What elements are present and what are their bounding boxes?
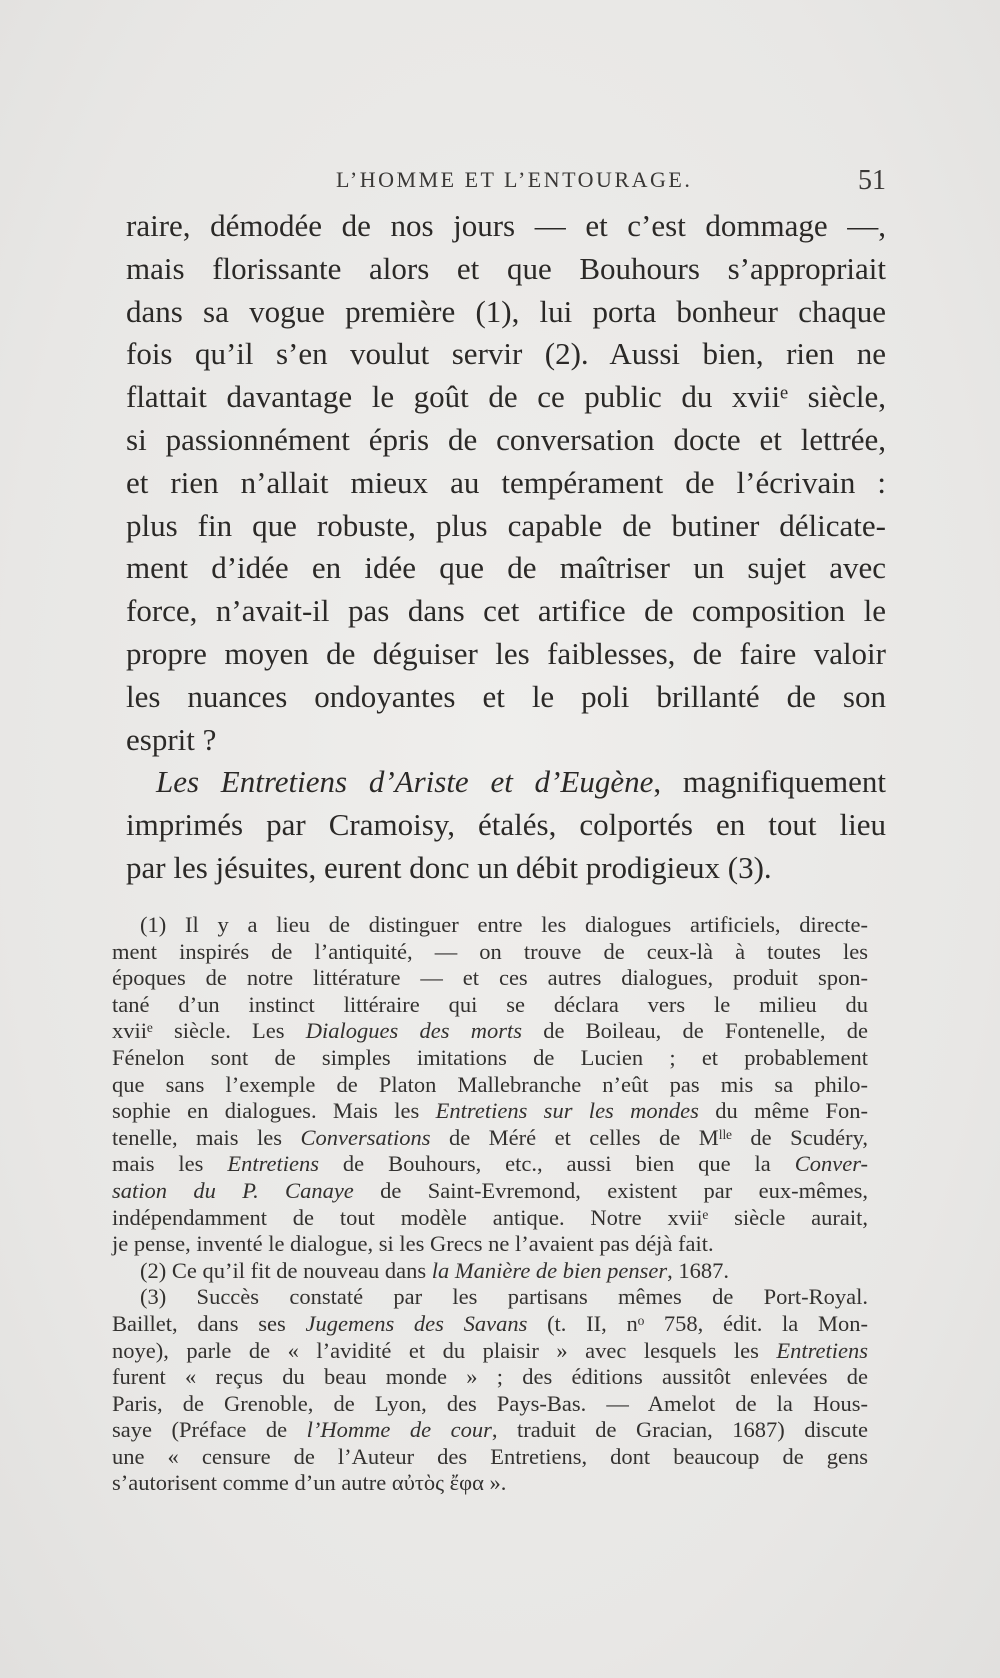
text-fragment: de Boileau, de Fontenelle, de: [521, 1018, 869, 1044]
running-head: L’HOMME ET L’ENTOURAGE.: [336, 167, 693, 192]
text-fragment: de Saint-Evremond, existent par eux-mêmes,: [353, 1177, 868, 1203]
title-italic: Entretiens: [776, 1337, 868, 1363]
book-title-italic: Les Entretiens d’Ariste et d’Eugène: [156, 764, 654, 800]
footnote-line: tané d’un instinct littéraire qui se déclara vers le milieu du: [112, 991, 868, 1017]
text-fragment: de Méré et celles de Mˡˡᵉ de Scudéry,: [430, 1124, 869, 1150]
footnote-line: [112, 1018, 868, 1045]
text-line: si passionnément épris de conversation docte et lettrée,: [126, 421, 886, 457]
footnote-line: Paris, de Grenoble, de Lyon, des Pays-Bas. — Amelot de la Hous-: [112, 1390, 868, 1416]
title-italic: sation du P. Canaye: [112, 1177, 354, 1203]
title-italic: la Manière de bien penser: [431, 1257, 668, 1283]
text-fragment: noye), parle de « l’avidité et du plaisir » avec lesquels les: [112, 1337, 777, 1363]
footnote-line: [112, 1178, 868, 1205]
footnote-line: [112, 1417, 868, 1444]
footnote-line: [112, 1258, 868, 1285]
text-fragment: , 1687.: [667, 1257, 730, 1283]
text-fragment: s’autorisent comme d’un autre: [112, 1470, 392, 1496]
text-fragment: tenelle, mais les: [112, 1124, 301, 1150]
footnote-line: une « censure de l’Auteur des Entretiens, dont beaucoup de gens: [112, 1443, 868, 1469]
footnote-line: [112, 1125, 868, 1152]
text-line: les nuances ondoyantes et le poli brillanté de son: [126, 678, 886, 714]
footnote-line: [112, 1470, 868, 1497]
footnote-line: je pense, inventé le dialogue, si les Grecs ne l’avaient pas déjà fait.: [112, 1231, 714, 1257]
text-fragment: xviiᵉ siècle. Les: [112, 1018, 306, 1044]
text-fragment: (t. II, nᵒ 758, édit. la Mon-: [527, 1310, 869, 1336]
text-fragment: ».: [483, 1470, 507, 1496]
text-line: mais florissante alors et que Bouhours s’appropriait: [126, 250, 886, 286]
text-line: propre moyen de déguiser les faiblesses, de faire valoir: [126, 635, 886, 671]
footnote-line: époques de notre littérature — et ces autres dialogues, produit spon-: [112, 965, 868, 991]
text-line: imprimés par Cramoisy, étalés, colportés en tout lieu: [126, 807, 886, 843]
title-italic: Jugemens des Savans: [305, 1310, 528, 1336]
text-fragment: sophie en dialogues. Mais les: [112, 1098, 436, 1124]
text-line: force, n’avait-il pas dans cet artifice de composition le: [126, 593, 886, 629]
text-line: raire, démodée de nos jours — et c’est dommage —,: [126, 208, 886, 243]
text-fragment: de Bouhours, etc., aussi bien que la: [319, 1151, 795, 1177]
title-italic: Conversations: [300, 1124, 431, 1150]
text-line: fois qu’il s’en voulut servir (2). Aussi bien, rien ne: [126, 336, 886, 372]
text-line: esprit ?: [126, 721, 217, 757]
text-fragment: du même Fon-: [698, 1098, 868, 1124]
text-line: dans sa vogue première (1), lui porta bonheur chaque: [126, 293, 886, 329]
footnote-line: [112, 1338, 868, 1365]
title-italic: Entretiens: [227, 1151, 319, 1177]
footnote-line: (3) Succès constaté par les partisans mêmes de Port-Royal.: [140, 1284, 868, 1310]
footnote-line: indépendamment de tout modèle antique. Notre xviiᵉ siècle aurait,: [112, 1204, 868, 1230]
text-line: [126, 761, 886, 804]
text-fragment: (2) Ce qu’il fit de nouveau dans: [140, 1257, 432, 1283]
text-line: par les jésuites, eurent donc un débit prodigieux (3).: [126, 849, 772, 885]
text-line: plus fin que robuste, plus capable de butiner délicate-: [126, 507, 886, 543]
footnote-line: [112, 1098, 868, 1125]
text-fragment: mais les: [112, 1151, 228, 1177]
footnote-line: furent « reçus du beau monde » ; des éditions aussitôt enlevées de: [112, 1364, 868, 1390]
title-italic: Conver-: [794, 1151, 868, 1177]
footnote-line: que sans l’exemple de Platon Mallebranche n’eût pas mis sa philo-: [112, 1071, 868, 1097]
footnote-line: [112, 1311, 868, 1338]
text-fragment: Baillet, dans ses: [112, 1310, 306, 1336]
text-line: et rien n’allait mieux au tempérament de l’écrivain :: [126, 464, 886, 500]
text-line: ment d’idée en idée que de maîtriser un sujet avec: [126, 550, 886, 586]
title-italic: Dialogues des morts: [305, 1018, 522, 1044]
footnote-line: [112, 1151, 868, 1178]
text-fragment: saye (Préface de: [112, 1417, 307, 1443]
main-text: [126, 205, 886, 890]
footnote-line: (1) Il y a lieu de distinguer entre les dialogues artificiels, directe-: [140, 912, 868, 937]
footnote-line: Fénelon sont de simples imitations de Lucien ; et probablement: [112, 1044, 868, 1070]
footnotes: [112, 912, 868, 1497]
footnote-line: ment inspirés de l’antiquité, — on trouve de ceux-là à toutes les: [112, 938, 868, 964]
text-fragment: , traduit de Gracian, 1687) discute: [491, 1417, 868, 1443]
text-fragment: , magnifiquement: [653, 764, 887, 800]
text-line: flattait davantage le goût de ce public du xviiᵉ siècle,: [126, 379, 886, 415]
title-italic: l’Homme de cour: [306, 1417, 492, 1443]
page-number: 51: [858, 165, 886, 196]
greek-quote: αὐτὸς ἔφα: [391, 1470, 484, 1496]
page-header: [126, 165, 886, 205]
title-italic: Entretiens sur les mondes: [435, 1098, 699, 1124]
